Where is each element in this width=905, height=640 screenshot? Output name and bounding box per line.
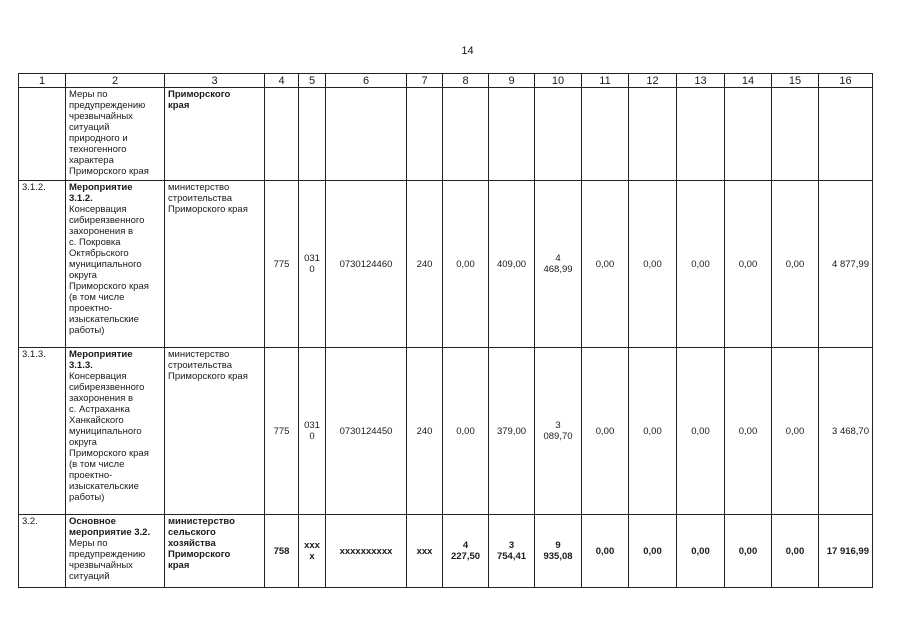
value-cell-9: [489, 88, 535, 181]
value-cell-12: [629, 88, 677, 181]
exec_lines-line: сельского: [168, 527, 216, 538]
row-number-cell: 3.1.2.: [19, 181, 66, 348]
value-cell-14: 0,00: [725, 348, 772, 515]
measure-name-cell: [66, 348, 165, 515]
column-header-15: 15: [772, 74, 819, 88]
total-cell: 17 916,99: [819, 515, 873, 588]
exec_lines-line: министерство: [168, 182, 230, 193]
value-cell-11: [582, 88, 629, 181]
name_lines-line: Ханкайского: [69, 415, 124, 426]
name_lines-line: Меры по: [69, 89, 108, 100]
column-header-7: 7: [407, 74, 443, 88]
value-cell-14: [725, 88, 772, 181]
name_lines-line: чрезвычайных: [69, 560, 133, 571]
rzpr-cell: [299, 515, 326, 588]
value-cell-14: 0,00: [725, 515, 772, 588]
csr-cell: 0730124460: [326, 181, 407, 348]
rzpr-part: x: [309, 551, 315, 562]
value-cell-12: 0,00: [629, 515, 677, 588]
table-body: [19, 74, 873, 588]
v8-part: 227,50: [450, 551, 481, 562]
name_lines-line: Мероприятие: [69, 182, 133, 193]
column-header-3: 3: [165, 74, 265, 88]
value-cell-11: 0,00: [582, 348, 629, 515]
name_lines-line: чрезвычайных: [69, 111, 133, 122]
value-cell-11: 0,00: [582, 181, 629, 348]
executor-cell: [165, 515, 265, 588]
name_lines-line: Консервация: [69, 204, 127, 215]
value-cell-9: [489, 515, 535, 588]
v9-part: 409,00: [496, 258, 527, 270]
name_lines-line: Приморского края: [69, 281, 149, 292]
measure-name-cell: [66, 181, 165, 348]
name_lines-line: сибиреязвенного: [69, 215, 145, 226]
name_lines-line: захоронения в: [69, 393, 134, 404]
v10-part: 468,99: [543, 264, 573, 275]
grbs-cell: 775: [265, 348, 299, 515]
measure-name-cell: [66, 88, 165, 181]
executor-cell: [165, 88, 265, 181]
value-cell-8: [443, 515, 489, 588]
row-number-cell: [19, 88, 66, 181]
budget-table: [18, 73, 873, 588]
exec_lines-line: министерство: [168, 349, 230, 360]
value-cell-10: [535, 181, 582, 348]
value-cell-15: 0,00: [772, 181, 819, 348]
column-header-12: 12: [629, 74, 677, 88]
rzpr-part: 031: [304, 420, 320, 431]
executor-cell: [165, 181, 265, 348]
rzpr-part: 0: [309, 264, 315, 275]
vr-cell: xxx: [407, 515, 443, 588]
v9-part: 3: [508, 540, 515, 551]
grbs-cell: 758: [265, 515, 299, 588]
total-cell: [819, 88, 873, 181]
name_lines-line: характера: [69, 155, 114, 166]
column-header-8: 8: [443, 74, 489, 88]
name_lines-line: муниципального: [69, 426, 142, 437]
name_lines-line: с. Покровка: [69, 237, 121, 248]
value-cell-10: [535, 88, 582, 181]
value-cell-13: [677, 88, 725, 181]
name_lines-line: 3.1.3.: [69, 360, 93, 371]
value-cell-13: 0,00: [677, 515, 725, 588]
name_lines-line: муниципального: [69, 259, 142, 270]
name_lines-line: природного и: [69, 133, 128, 144]
vr-cell: 240: [407, 348, 443, 515]
name_lines-line: предупреждению: [69, 100, 146, 111]
name_lines-line: работы): [69, 325, 105, 336]
name_lines-line: округа: [69, 437, 97, 448]
exec_lines-line: края: [168, 560, 190, 571]
exec_lines-line: министерство: [168, 516, 235, 527]
exec_lines-line: Приморского: [168, 549, 231, 560]
row-number-cell: 3.2.: [19, 515, 66, 588]
column-header-4: 4: [265, 74, 299, 88]
name_lines-line: техногенного: [69, 144, 127, 155]
grbs-cell: [265, 88, 299, 181]
rzpr-part: 031: [304, 253, 320, 264]
table-row: [19, 181, 873, 348]
value-cell-8: [443, 181, 489, 348]
v8-part: 4: [462, 540, 469, 551]
v8-part: 0,00: [456, 258, 475, 270]
value-cell-11: 0,00: [582, 515, 629, 588]
column-header-11: 11: [582, 74, 629, 88]
csr-cell: 0730124450: [326, 348, 407, 515]
rzpr-part: xxx: [304, 540, 320, 551]
name_lines-line: изыскательские: [69, 481, 139, 492]
v9-part: 754,41: [496, 551, 527, 562]
name_lines-line: проектно-: [69, 470, 113, 481]
column-header-16: 16: [819, 74, 873, 88]
vr-cell: [407, 88, 443, 181]
column-header-6: 6: [326, 74, 407, 88]
name_lines-line: Меры по: [69, 538, 108, 549]
column-header-9: 9: [489, 74, 535, 88]
name_lines-line: 3.1.2.: [69, 193, 93, 204]
total-cell: 4 877,99: [819, 181, 873, 348]
table-row: [19, 348, 873, 515]
row-number-cell: 3.1.3.: [19, 348, 66, 515]
value-cell-13: 0,00: [677, 348, 725, 515]
exec_lines-line: Приморского края: [168, 371, 248, 382]
name_lines-line: Консервация: [69, 371, 127, 382]
v10-part: 935,08: [543, 551, 573, 562]
name_lines-line: сибиреязвенного: [69, 382, 145, 393]
v10-part: 4: [555, 253, 561, 264]
exec_lines-line: Приморского: [168, 89, 231, 100]
table-row: [19, 88, 873, 181]
rzpr-cell: [299, 348, 326, 515]
value-cell-9: [489, 348, 535, 515]
value-cell-15: [772, 88, 819, 181]
table-header-row: [19, 74, 873, 88]
total-cell: 3 468,70: [819, 348, 873, 515]
column-header-14: 14: [725, 74, 772, 88]
name_lines-line: изыскательские: [69, 314, 139, 325]
exec_lines-line: хозяйства: [168, 538, 216, 549]
measure-name-cell: [66, 515, 165, 588]
rzpr-part: 0: [309, 431, 315, 442]
v10-part: 9: [555, 540, 561, 551]
value-cell-12: 0,00: [629, 181, 677, 348]
exec_lines-line: строительства: [168, 360, 233, 371]
value-cell-12: 0,00: [629, 348, 677, 515]
value-cell-10: [535, 348, 582, 515]
name_lines-line: Приморского края: [69, 166, 149, 177]
grbs-cell: 775: [265, 181, 299, 348]
name_lines-line: округа: [69, 270, 97, 281]
name_lines-line: мероприятие 3.2.: [69, 527, 151, 538]
column-header-13: 13: [677, 74, 725, 88]
column-header-1: 1: [19, 74, 66, 88]
name_lines-line: проектно-: [69, 303, 113, 314]
name_lines-line: ситуаций: [69, 571, 110, 582]
name_lines-line: предупреждению: [69, 549, 146, 560]
v10-part: 3: [555, 420, 561, 431]
table-row: [19, 515, 873, 588]
value-cell-14: 0,00: [725, 181, 772, 348]
name_lines-line: Мероприятие: [69, 349, 133, 360]
value-cell-15: 0,00: [772, 515, 819, 588]
name_lines-line: ситуаций: [69, 122, 110, 133]
value-cell-15: 0,00: [772, 348, 819, 515]
csr-cell: xxxxxxxxxx: [326, 515, 407, 588]
value-cell-8: [443, 88, 489, 181]
column-header-10: 10: [535, 74, 582, 88]
exec_lines-line: Приморского края: [168, 204, 248, 215]
name_lines-line: (в том числе: [69, 459, 125, 470]
v8-part: 0,00: [456, 425, 475, 437]
csr-cell: [326, 88, 407, 181]
name_lines-line: (в том числе: [69, 292, 125, 303]
value-cell-10: [535, 515, 582, 588]
v9-part: 379,00: [496, 425, 527, 437]
name_lines-line: с. Астраханка: [69, 404, 130, 415]
column-header-5: 5: [299, 74, 326, 88]
name_lines-line: захоронения в: [69, 226, 134, 237]
exec_lines-line: края: [168, 100, 190, 111]
v10-part: 089,70: [543, 431, 573, 442]
name_lines-line: Основное: [69, 516, 116, 527]
name_lines-line: Приморского края: [69, 448, 149, 459]
vr-cell: 240: [407, 181, 443, 348]
value-cell-9: [489, 181, 535, 348]
name_lines-line: работы): [69, 492, 105, 503]
name_lines-line: Октябрьского: [69, 248, 129, 259]
column-header-2: 2: [66, 74, 165, 88]
rzpr-cell: [299, 88, 326, 181]
page-number: 14: [461, 45, 474, 57]
rzpr-cell: [299, 181, 326, 348]
value-cell-13: 0,00: [677, 181, 725, 348]
exec_lines-line: строительства: [168, 193, 233, 204]
executor-cell: [165, 348, 265, 515]
value-cell-8: [443, 348, 489, 515]
